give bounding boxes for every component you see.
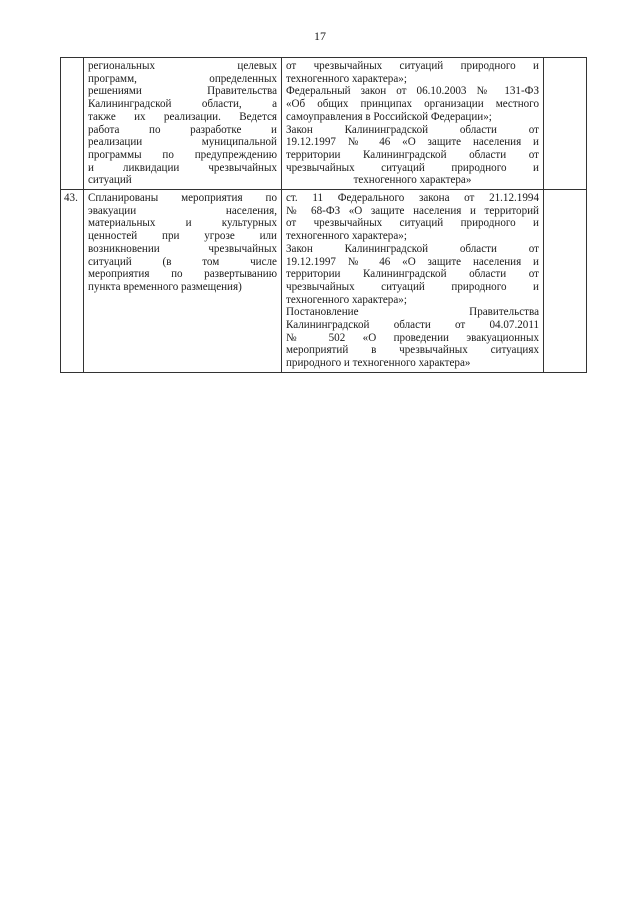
law-line: от чрезвычайных ситуаций природного и xyxy=(286,60,539,72)
law-line: от чрезвычайных ситуаций природного и xyxy=(286,217,539,230)
task-line: Калининградской области, а xyxy=(88,98,277,111)
task-line: и ликвидации чрезвычайных xyxy=(88,161,277,174)
law-line: техногенного характера»; xyxy=(286,230,407,243)
law-line: 19.12.1997 № 46 «О защите населения и xyxy=(286,136,539,149)
law-line: 19.12.1997 № 46 «О защите населения и xyxy=(286,255,539,268)
law-line: мероприятий в чрезвычайных ситуациях xyxy=(286,344,539,357)
law-line: Закон Калининградской области от xyxy=(286,123,539,136)
law-line: техногенного характера»; xyxy=(286,72,407,85)
legal-basis-cell xyxy=(282,58,544,190)
task-line: решениями Правительства xyxy=(88,85,277,98)
task-line: программы по предупреждению xyxy=(88,148,277,161)
task-line: Спланированы мероприятия по xyxy=(88,192,277,205)
task-line: реализации муниципальной xyxy=(88,136,277,149)
legal-basis-cell xyxy=(282,190,544,373)
mark-cell xyxy=(544,58,587,190)
law-line: Федеральный закон от 06.10.2003 № 131-ФЗ xyxy=(286,85,539,98)
task-line: пункта временного размещения) xyxy=(88,280,242,293)
law-line: техногенного характера» xyxy=(353,174,472,187)
law-line: природного и техногенного характера» xyxy=(286,357,471,370)
task-cell xyxy=(84,58,282,190)
table-row xyxy=(61,190,587,373)
task-line: работа по разработке и xyxy=(88,123,277,136)
task-line: эвакуации населения, xyxy=(88,204,277,217)
requirements-table xyxy=(60,57,587,373)
task-line: региональных целевых xyxy=(88,60,277,72)
row-number-cell: 43. xyxy=(61,190,84,373)
law-line: территории Калининградской области от xyxy=(286,148,539,161)
law-line: Постановление Правительства xyxy=(286,306,539,319)
law-line: территории Калининградской области от xyxy=(286,268,539,281)
law-line: № 502 «О проведении эвакуационных xyxy=(286,331,539,344)
row-number-cell xyxy=(61,58,84,190)
task-cell xyxy=(84,190,282,373)
law-line: «Об общих принципах организации местного xyxy=(286,98,539,111)
law-line: чрезвычайных ситуаций природного и xyxy=(286,280,539,293)
task-line: программ, определенных xyxy=(88,72,277,85)
task-line: материальных и культурных xyxy=(88,217,277,230)
page-number: 17 xyxy=(314,29,326,43)
mark-cell xyxy=(544,190,587,373)
law-line: № 68-ФЗ «О защите населения и территорий xyxy=(286,204,539,217)
law-line: самоуправления в Российской Федерации»; xyxy=(286,110,492,123)
task-line: также их реализации. Ведется xyxy=(88,110,277,123)
table-row xyxy=(61,58,587,190)
task-line: возникновении чрезвычайных xyxy=(88,242,277,255)
law-line: техногенного характера»; xyxy=(286,293,407,306)
task-line: ситуаций xyxy=(88,174,132,187)
law-line: ст. 11 Федерального закона от 21.12.1994 xyxy=(286,192,539,205)
task-line: ценностей при угрозе или xyxy=(88,230,277,243)
law-line: Закон Калининградской области от xyxy=(286,242,539,255)
task-line: ситуаций (в том числе xyxy=(88,255,277,268)
task-line: мероприятия по развертыванию xyxy=(88,268,277,281)
law-line: Калининградской области от 04.07.2011 xyxy=(286,319,539,332)
law-line: чрезвычайных ситуаций природного и xyxy=(286,161,539,174)
